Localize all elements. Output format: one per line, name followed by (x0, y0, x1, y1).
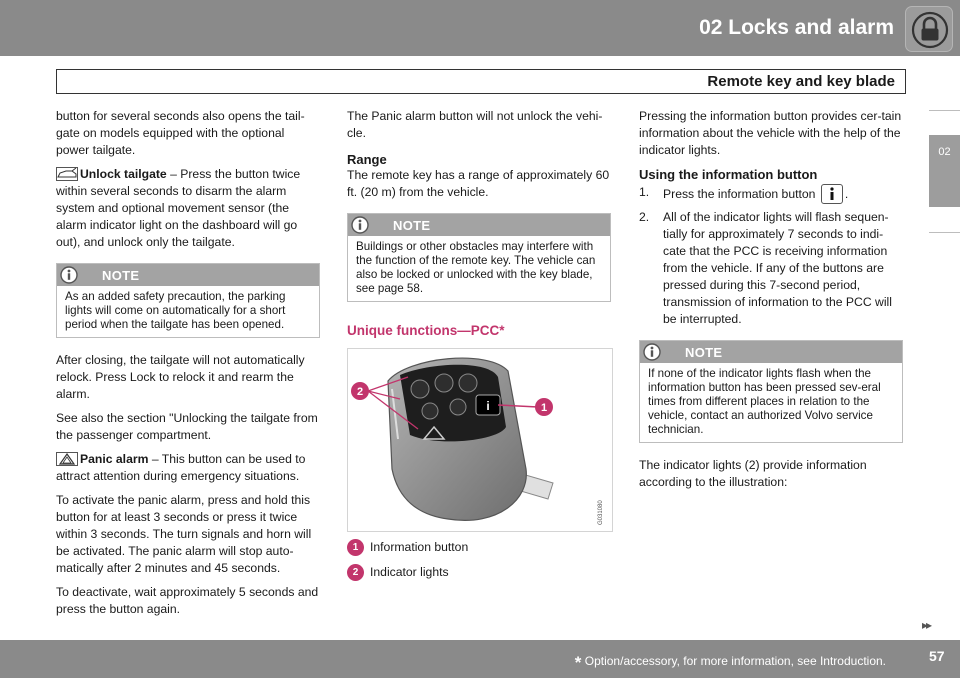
svg-text:2: 2 (356, 386, 364, 398)
figure-code: G031080 (598, 500, 604, 525)
note-box (639, 340, 903, 443)
legend-text: Information button (370, 540, 469, 554)
footnote-star: * (574, 653, 582, 672)
paragraph: The indicator lights (2) provide information according to the illustration: (639, 458, 867, 489)
paragraph: button for several seconds also opens the tail-gate on models equipped with the optional power tailgate. (56, 109, 305, 157)
note-box (56, 263, 320, 338)
legend-number: 2 (347, 564, 364, 581)
legend-item (347, 538, 611, 557)
panic-alarm-paragraph (56, 451, 320, 485)
note-header (57, 264, 319, 286)
next-page-arrows: ▸▸ (922, 618, 931, 632)
unlock-tailgate-text: – Press the button twice within several seconds to disarm the alarm system and optional movement sensor (the alarm indicator light on the dashboard will go out), and unlock only the tailgate. (56, 167, 301, 249)
note-box (347, 213, 611, 302)
panic-alarm-text: – This button can be used to attract attention during emergency situations. (56, 452, 306, 483)
note-header (348, 214, 610, 236)
footnote-text: Option/accessory, for more information, see Introduction. (584, 654, 886, 668)
chapter-tab: 02 (929, 135, 960, 207)
page-number: 57 (929, 648, 945, 664)
info-icon (60, 266, 78, 284)
section-title: Remote key and key blade (707, 73, 895, 90)
note-text: As an added safety precaution, the parking lights will come on automatically for a short period when the tailgate has been opened. (65, 290, 286, 331)
range-heading: Range (347, 152, 387, 167)
steps-list (639, 184, 903, 328)
using-heading: Using the information button (639, 167, 818, 182)
remote-key-image (348, 349, 613, 532)
info-button-icon (821, 184, 843, 204)
list-item (639, 184, 903, 204)
remote-key-illustration (347, 348, 613, 532)
paragraph: To activate the panic alarm, press and hold this button for at least 3 seconds or press it twice within 3 seconds. The turn signals and horn will be activated. The panic alarm will stop auto-matically after 2 minutes and 45 seconds. (56, 493, 312, 575)
legend-item (347, 563, 611, 582)
info-icon (643, 343, 661, 361)
step-suffix: . (844, 187, 849, 201)
column-2 (347, 108, 611, 582)
side-divider (929, 110, 960, 111)
paragraph: The Panic alarm button will not unlock the vehi-cle. (347, 109, 603, 140)
note-title: NOTE (685, 345, 723, 360)
step-number: 2. (639, 210, 650, 224)
step-text-content: Press the information button (663, 187, 816, 201)
unlock-tailgate-paragraph (56, 166, 320, 251)
car-open-tailgate-icon (56, 167, 78, 181)
paragraph: To deactivate, wait approximately 5 seconds and press the button again. (56, 585, 319, 616)
step-text: All of the indicator lights will flash sequen-tially for approximately 7 seconds to indi-cate that the PCC is receiving information from the vehicle. If any of the buttons are pressed during this 7-second period, transmission of information to the PCC will be interrupted. (663, 210, 892, 326)
legend-number: 1 (347, 539, 364, 556)
page-header (0, 0, 960, 56)
note-title: NOTE (102, 268, 140, 283)
side-divider (929, 232, 960, 233)
note-text: Buildings or other obstacles may interfere with the function of the remote key. The vehicle can also be locked or unlocked with the key blade, see page 58. (356, 240, 596, 295)
column-1 (56, 108, 320, 625)
chapter-title: 02 Locks and alarm (699, 16, 894, 39)
paragraph: The remote key has a range of approximately 60 ft. (20 m) from the vehicle. (347, 168, 610, 199)
pcc-heading: Unique functions—PCC* (347, 323, 505, 338)
section-header (56, 69, 906, 94)
note-title: NOTE (393, 218, 431, 233)
unlock-tailgate-label: Unlock tailgate (80, 167, 167, 181)
svg-text:i: i (486, 399, 490, 413)
page-footer (0, 640, 960, 678)
panic-alarm-label: Panic alarm (80, 452, 149, 466)
paragraph: After closing, the tailgate will not automatically relock. Press Lock to relock it and rearm the alarm. (56, 353, 305, 401)
step-number: 1. (639, 185, 650, 199)
footnote (575, 653, 886, 673)
note-header (640, 341, 902, 363)
padlock-icon (911, 11, 949, 49)
warning-triangle-icon (56, 452, 78, 466)
paragraph: See also the section "Unlocking the tailgate from the passenger compartment. (56, 411, 318, 442)
list-item (639, 209, 903, 328)
paragraph: Pressing the information button provides cer-tain information about the vehicle with the help of the indicator lights. (639, 109, 902, 157)
step-text (663, 184, 848, 204)
info-icon (351, 216, 369, 234)
legend-text: Indicator lights (370, 565, 449, 579)
note-text: If none of the indicator lights flash when the information button has been pressed sev-eral times from different places in relation to the vehicle, contact an authorized Volvo service technician. (648, 367, 881, 436)
svg-text:1: 1 (540, 402, 548, 414)
column-3 (639, 108, 903, 498)
chapter-badge (905, 6, 953, 52)
